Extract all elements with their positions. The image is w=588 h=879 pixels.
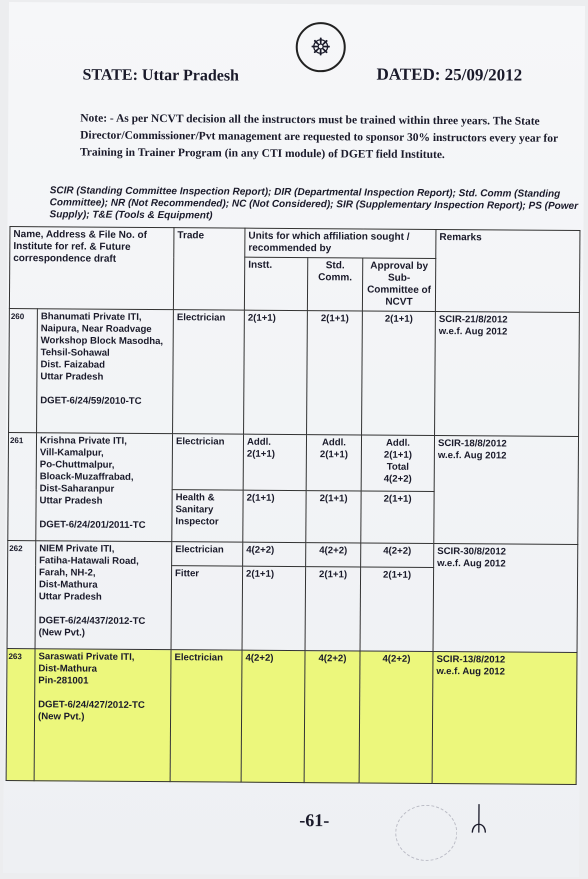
instt-cell [243, 542, 306, 566]
approval-cell [362, 311, 436, 436]
institute-cell [36, 433, 173, 542]
header-name-address: Name, Address & File No. of Institute for ref. & Future correspondence draft [9, 227, 174, 310]
table-row [8, 541, 578, 569]
trade-line: Electrician [174, 652, 224, 664]
approval-value: 2(1+1) [383, 569, 412, 581]
institute-address-line: Fatiha-Hatawali Road, [39, 555, 139, 567]
file-number: DGET-6/24/437/2012-TC [38, 615, 146, 627]
note-text: Note: - As per NCVT decision all the instructors must be trained within three years. The State Director/Commissioner/Pvt management are requested to sponsor 30% instructors every year for Training in Trainer Program (in any CTI module) of DGET field Institute. [79, 112, 558, 162]
approval-value: 4(2+2) [382, 653, 411, 665]
institute-address-line: Pin-281001 [38, 675, 89, 687]
trade-line: Fitter [175, 568, 200, 580]
trade-cell [172, 542, 243, 566]
institute-address-line: Po-Chuttmalpur, [39, 459, 115, 471]
header-approval: Approval by Sub-Committee of NCVT [362, 258, 435, 312]
instt-value: 2(1+1) [246, 492, 275, 504]
institute-address-line: Krishna Private ITI, [39, 435, 127, 447]
institute-cell [34, 649, 171, 782]
institute-address-line: Uttar Pradesh [39, 495, 103, 507]
remarks-line: w.e.f. Aug 2012 [437, 450, 507, 462]
serial-number-cell: 263 [6, 649, 35, 781]
institute-address-line: Dist. Faizabad [40, 359, 106, 371]
institute-address-line: Tehsil-Sohawal [40, 347, 110, 359]
instt-value: 2(1+1) [246, 448, 275, 460]
remarks-cell [434, 435, 579, 544]
trade-cell [172, 490, 243, 542]
instt-value: Addl. [246, 436, 272, 448]
date-heading: DATED: 25/09/2012 [376, 64, 523, 85]
approval-value: 2(1+1) [383, 493, 412, 505]
remarks-line: w.e.f. Aug 2012 [438, 326, 508, 338]
header-trade: Trade [173, 228, 245, 310]
std-comm-value: 4(2+2) [318, 653, 347, 665]
approval-value: 4(2+2) [383, 473, 412, 485]
table-body [6, 309, 579, 785]
std-comm-cell [304, 651, 360, 783]
institute-address-line: NIEM Private ITI, [39, 543, 115, 555]
approval-cell [359, 651, 433, 784]
trade-line: Inspector [175, 516, 219, 528]
approval-cell [361, 491, 434, 544]
trade-cell [171, 566, 243, 650]
approval-value: Addl. [385, 437, 411, 449]
institute-address-line: Naipura, Near Roadvage [40, 323, 152, 336]
approval-cell [360, 567, 434, 652]
remarks-line: SCIR-21/8/2012 [438, 314, 508, 326]
spacer [40, 383, 169, 396]
instt-value: 4(2+2) [245, 652, 274, 664]
std-comm-cell [307, 311, 363, 435]
instt-cell [243, 434, 306, 490]
institute-address-line: Uttar Pradesh [38, 591, 102, 603]
serial-number-cell: 260 [9, 309, 38, 433]
instt-cell [241, 650, 305, 782]
abbreviation-legend: SCIR (Standing Committee Inspection Report); DIR (Departmental Inspection Report); Std. Comm (Standing Committee); NR (Not Recommended); NC (Not Considered); SIR (Supplementary Inspection Report); PS (Power Supply); T&E (Tools & Equipment) [49, 185, 579, 222]
std-comm-cell [306, 435, 361, 491]
stamp-mark [395, 805, 457, 861]
file-note: (New Pvt.) [38, 711, 85, 723]
serial-number-cell: 261 [8, 433, 37, 541]
remarks-cell [432, 651, 577, 784]
institute-address-line: Dist-Mathura [38, 579, 98, 591]
std-comm-value: Addl. [321, 437, 347, 449]
emblem-icon: ☸ [296, 22, 346, 72]
instt-cell [243, 490, 306, 542]
trade-cell [170, 650, 242, 782]
institute-address-line: Bhanumati Private ITI, [40, 311, 142, 323]
std-comm-value: 4(2+2) [319, 545, 348, 557]
trade-line: Health & [175, 492, 215, 504]
institute-address-line: Saraswati Private ITI, [38, 651, 135, 663]
institute-cell [35, 541, 172, 650]
remarks-line: SCIR-18/8/2012 [437, 438, 507, 450]
institute-address-line: Uttar Pradesh [40, 371, 104, 383]
trade-line: Electrician [176, 312, 226, 324]
std-comm-cell [306, 491, 361, 543]
signature: ᛦ [469, 799, 489, 838]
remarks-line: SCIR-13/8/2012 [436, 654, 506, 666]
spacer [39, 603, 168, 616]
std-comm-value: 2(1+1) [320, 313, 349, 325]
remarks-cell [433, 543, 578, 652]
remarks-line: SCIR-30/8/2012 [437, 546, 507, 558]
std-comm-cell [306, 543, 361, 567]
remarks-line: w.e.f. Aug 2012 [436, 665, 506, 678]
approval-value: 2(1+1) [384, 313, 413, 325]
approval-cell [361, 435, 434, 492]
trade-line: Electrician [175, 436, 225, 448]
table-row [9, 309, 580, 437]
instt-value: 4(2+2) [246, 544, 275, 556]
instt-value: 2(1+1) [246, 568, 275, 580]
institute-address-line: Dist-Saharanpur [39, 483, 115, 495]
instt-value: 2(1+1) [247, 312, 276, 324]
instt-cell [244, 310, 308, 434]
std-comm-value: 2(1+1) [319, 449, 348, 461]
header-instt: Instt. [244, 257, 307, 310]
spacer [39, 507, 168, 520]
remarks-line: w.e.f. Aug 2012 [437, 558, 506, 570]
header-remarks: Remarks [435, 229, 580, 312]
std-comm-value: 2(1+1) [319, 493, 348, 505]
trade-cell [173, 310, 245, 434]
serial-number-cell: 262 [7, 541, 36, 649]
institute-address-line: Vill-Kamalpur, [39, 447, 104, 459]
trade-line: Electrician [175, 544, 224, 556]
std-comm-value: 2(1+1) [319, 569, 348, 581]
file-number: DGET-6/24/59/2010-TC [40, 395, 142, 407]
institute-cell [37, 309, 174, 434]
table-row [6, 649, 577, 785]
std-comm-cell [305, 567, 361, 651]
trade-cell [172, 434, 243, 490]
file-note: (New Pvt.) [38, 627, 86, 639]
institute-address-line: Bloack-Muzaffrabad, [39, 471, 134, 483]
header-units: Units for which affiliation sought / recommended by [245, 228, 436, 258]
spacer [38, 687, 167, 700]
document-page [3, 2, 585, 877]
table-row [8, 433, 578, 493]
file-number: DGET-6/24/427/2012-TC [38, 699, 145, 711]
affiliation-table [6, 226, 581, 785]
page-number: -61- [299, 810, 330, 831]
institute-address-line: Workshop Block Masodha, [40, 335, 164, 348]
approval-value: Total [386, 461, 409, 473]
approval-value: 4(2+2) [383, 545, 412, 557]
approval-cell [361, 543, 434, 568]
instt-cell [242, 566, 306, 650]
institute-address-line: Farah, NH-2, [39, 567, 96, 579]
file-number: DGET-6/24/201/2011-TC [39, 519, 146, 531]
trade-line: Sanitary [175, 504, 214, 516]
header-std-comm: Std. Comm. [307, 258, 362, 311]
remarks-cell [435, 311, 580, 436]
approval-value: 2(1+1) [383, 449, 412, 461]
state-heading: STATE: Uttar Pradesh [82, 66, 240, 85]
institute-address-line: Dist-Mathura [38, 663, 98, 675]
